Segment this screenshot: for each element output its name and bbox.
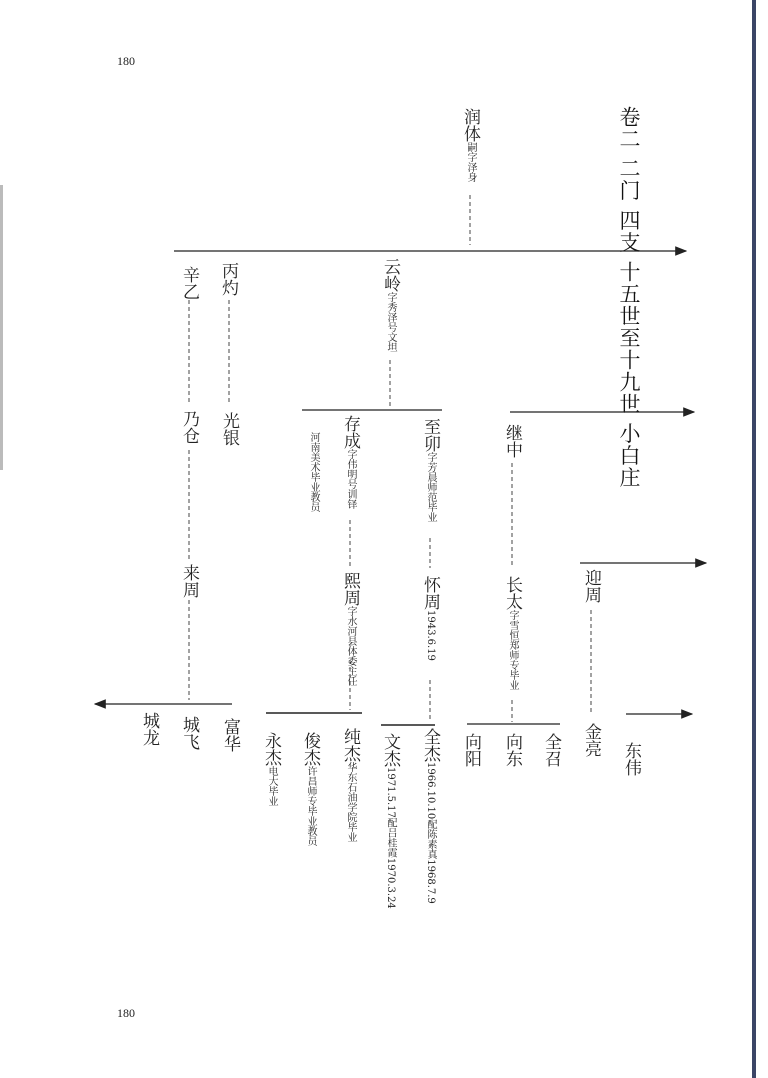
- person-naicang: [180, 410, 197, 444]
- note: 字雪恒郑师专毕业: [507, 610, 518, 690]
- person-yingzhou: [582, 569, 599, 603]
- page-title: 卷二 二门 四支 十五世至十九世 小白庄: [617, 106, 641, 489]
- person-runti: [461, 108, 478, 182]
- note: 1943.6.19: [425, 610, 436, 661]
- name: 乃仓: [179, 410, 199, 444]
- name: 富华: [220, 718, 240, 752]
- person-dongwei: [622, 742, 639, 776]
- name: 城龙: [139, 712, 159, 746]
- person-zhimao: [421, 418, 438, 522]
- person-wenjie: [381, 733, 398, 909]
- name: 全召: [541, 733, 561, 767]
- name: 向阳: [461, 733, 481, 767]
- person-changtai: [503, 576, 520, 690]
- person-cuncheng: [341, 415, 358, 509]
- name: 存成: [340, 415, 360, 449]
- person-xinyi: [180, 266, 197, 300]
- name: 全杰: [420, 728, 440, 762]
- note: 字水河县体委主任: [345, 606, 356, 686]
- note: 字伟明号训铎: [345, 449, 356, 509]
- note: 电大毕业: [266, 766, 277, 806]
- person-huaizhou: [421, 576, 438, 661]
- name: 云岭: [380, 258, 400, 292]
- name: 永杰: [261, 732, 281, 766]
- person-fuhua: [221, 718, 238, 752]
- person-laizhou: [180, 564, 197, 598]
- name: 迎周: [581, 569, 601, 603]
- name: 怀周: [420, 576, 440, 610]
- note: 1971.5.17配吕桂霞1970.3.24: [385, 767, 396, 909]
- person-chengfei: [180, 716, 197, 750]
- note: 华东石油学院毕业: [345, 762, 356, 842]
- name: 继中: [502, 424, 522, 458]
- person-quanzhao: [542, 733, 559, 767]
- note: 许昌师专毕业教员: [305, 766, 316, 846]
- name: 金亮: [581, 723, 601, 757]
- name: 光银: [219, 412, 239, 446]
- note: 字芳晨师范毕业: [425, 452, 436, 522]
- person-yongjie: [262, 732, 279, 806]
- name: 城飞: [179, 716, 199, 750]
- name: 润体: [460, 108, 480, 142]
- person-xizhou: [341, 572, 358, 686]
- name: 俊杰: [300, 732, 320, 766]
- name: 辛乙: [179, 266, 199, 300]
- name: 来周: [179, 564, 199, 598]
- person-xiangyang: [462, 733, 479, 767]
- name: 丙灼: [218, 262, 238, 296]
- person-xiangdong: [503, 733, 520, 767]
- person-binghuo: [219, 262, 236, 296]
- name: 至卯: [420, 418, 440, 452]
- note: 嗣字泽身: [465, 142, 476, 182]
- person-chenglong: [140, 712, 157, 746]
- person-chunjie: [341, 728, 358, 842]
- person-guangyin: [220, 412, 237, 446]
- cuncheng-side-note: [305, 432, 321, 512]
- person-jinliang: [582, 723, 599, 757]
- person-jizhong: [503, 424, 520, 458]
- name: 熙周: [340, 572, 360, 606]
- note: 字秀泽号文坦: [385, 292, 396, 352]
- name: 长太: [502, 576, 522, 610]
- person-junjie: [301, 732, 318, 846]
- person-yunling: [381, 258, 398, 352]
- note: 河南美术毕业教员: [308, 432, 319, 512]
- note: 1966.10.10配陈素真1968.7.9: [425, 762, 436, 904]
- page-number-bottom: 180: [117, 1006, 135, 1020]
- page-number-top: 180: [117, 54, 135, 68]
- name: 东伟: [621, 742, 641, 776]
- name: 文杰: [380, 733, 400, 767]
- person-quanjie: [421, 728, 438, 904]
- name: 纯杰: [340, 728, 360, 762]
- name: 向东: [502, 733, 522, 767]
